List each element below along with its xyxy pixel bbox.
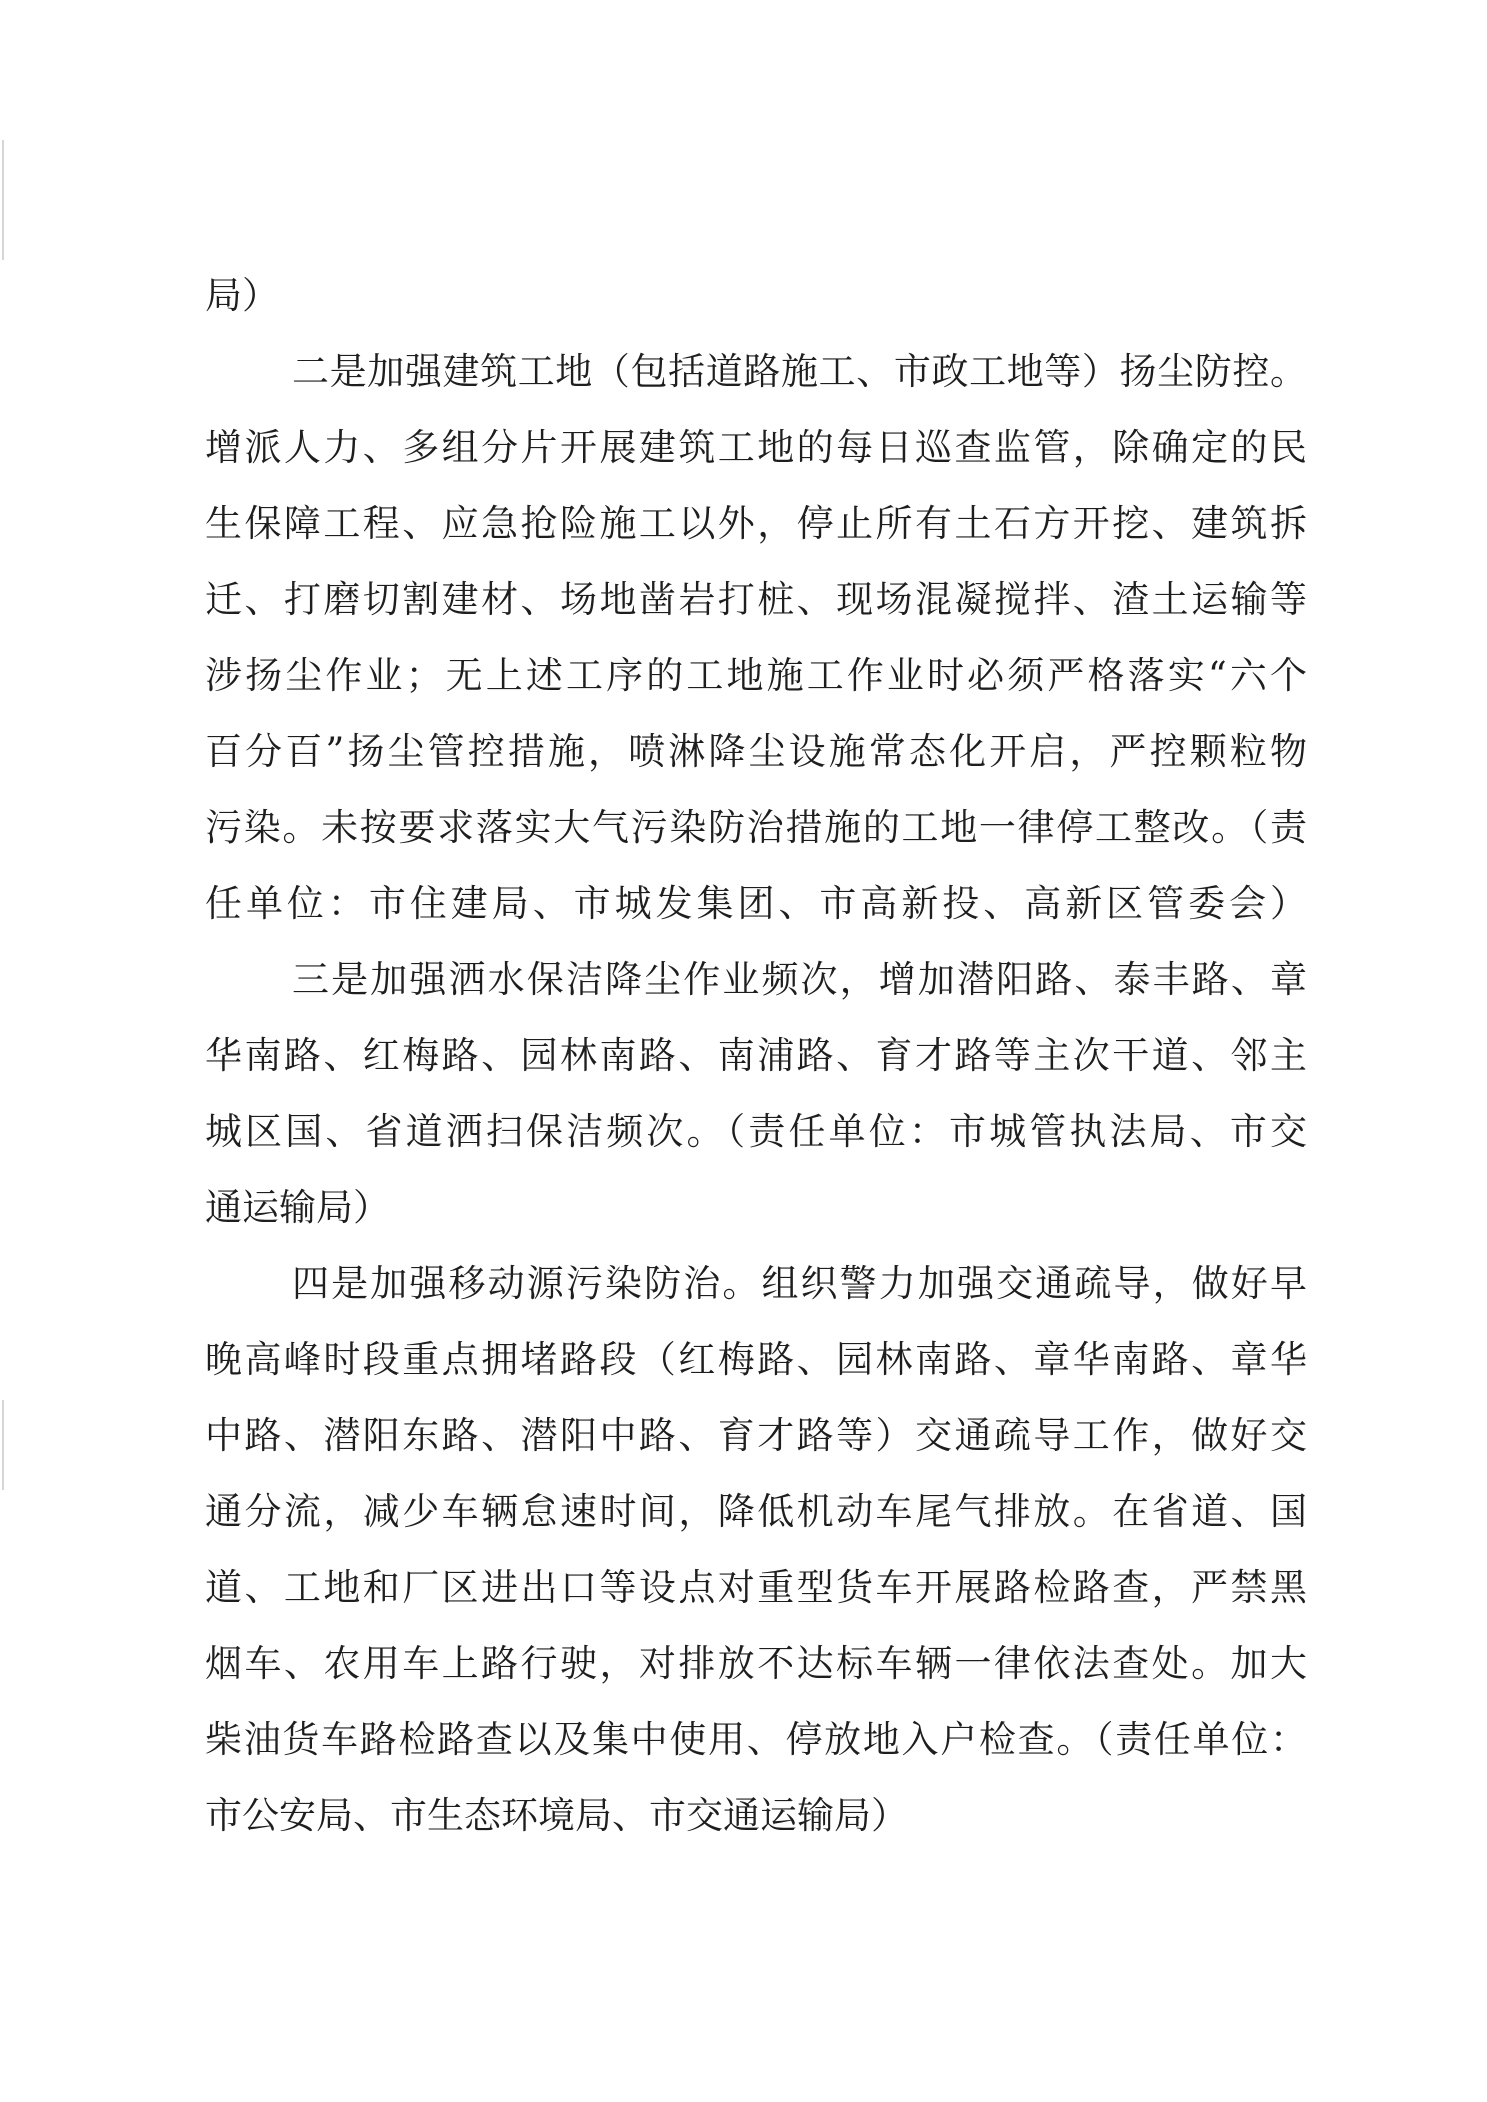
paragraph-line: 城区国、省道洒扫保洁频次。（责任单位：市城管执法局、市交 <box>205 1110 1307 1153</box>
paragraph-line: 二是加强建筑工地（包括道路施工、市政工地等）扬尘防控。 <box>292 350 1307 393</box>
paragraph-line: 增派人力、多组分片开展建筑工地的每日巡查监管，除确定的民 <box>205 426 1307 469</box>
scan-edge-mark <box>2 1400 4 1490</box>
scan-edge-mark <box>2 140 4 260</box>
paragraph-line: 生保障工程、应急抢险施工以外，停止所有土石方开挖、建筑拆 <box>205 502 1307 545</box>
paragraph-line: 通运输局） <box>205 1186 390 1229</box>
paragraph-line: 柴油货车路检路查以及集中使用、停放地入户检查。（责任单位： <box>205 1718 1307 1761</box>
paragraph-line: 晚高峰时段重点拥堵路段（红梅路、园林南路、章华南路、章华 <box>205 1338 1307 1381</box>
paragraph-line: 任单位：市住建局、市城发集团、市高新投、高新区管委会） <box>205 882 1307 925</box>
paragraph-line: 四是加强移动源污染防治。组织警力加强交通疏导，做好早 <box>292 1262 1307 1305</box>
paragraph-line: 污染。未按要求落实大气污染防治措施的工地一律停工整改。（责 <box>205 806 1307 849</box>
paragraph-line: 市公安局、市生态环境局、市交通运输局） <box>205 1794 908 1837</box>
paragraph-line: 局） <box>205 274 279 317</box>
paragraph-line: 华南路、红梅路、园林南路、南浦路、育才路等主次干道、邻主 <box>205 1034 1307 1077</box>
paragraph-line: 中路、潜阳东路、潜阳中路、育才路等）交通疏导工作，做好交 <box>205 1414 1307 1457</box>
paragraph-line: 通分流，减少车辆怠速时间，降低机动车尾气排放。在省道、国 <box>205 1490 1307 1533</box>
paragraph-line: 涉扬尘作业；无上述工序的工地施工作业时必须严格落实“六个 <box>205 654 1307 697</box>
paragraph-line: 百分百”扬尘管控措施，喷淋降尘设施常态化开启，严控颗粒物 <box>205 730 1307 773</box>
paragraph-line: 烟车、农用车上路行驶，对排放不达标车辆一律依法查处。加大 <box>205 1642 1307 1685</box>
paragraph-line: 迁、打磨切割建材、场地凿岩打桩、现场混凝搅拌、渣土运输等 <box>205 578 1307 621</box>
paragraph-line: 道、工地和厂区进出口等设点对重型货车开展路检路查，严禁黑 <box>205 1566 1307 1609</box>
paragraph-line: 三是加强洒水保洁降尘作业频次，增加潜阳路、泰丰路、章 <box>292 958 1307 1001</box>
